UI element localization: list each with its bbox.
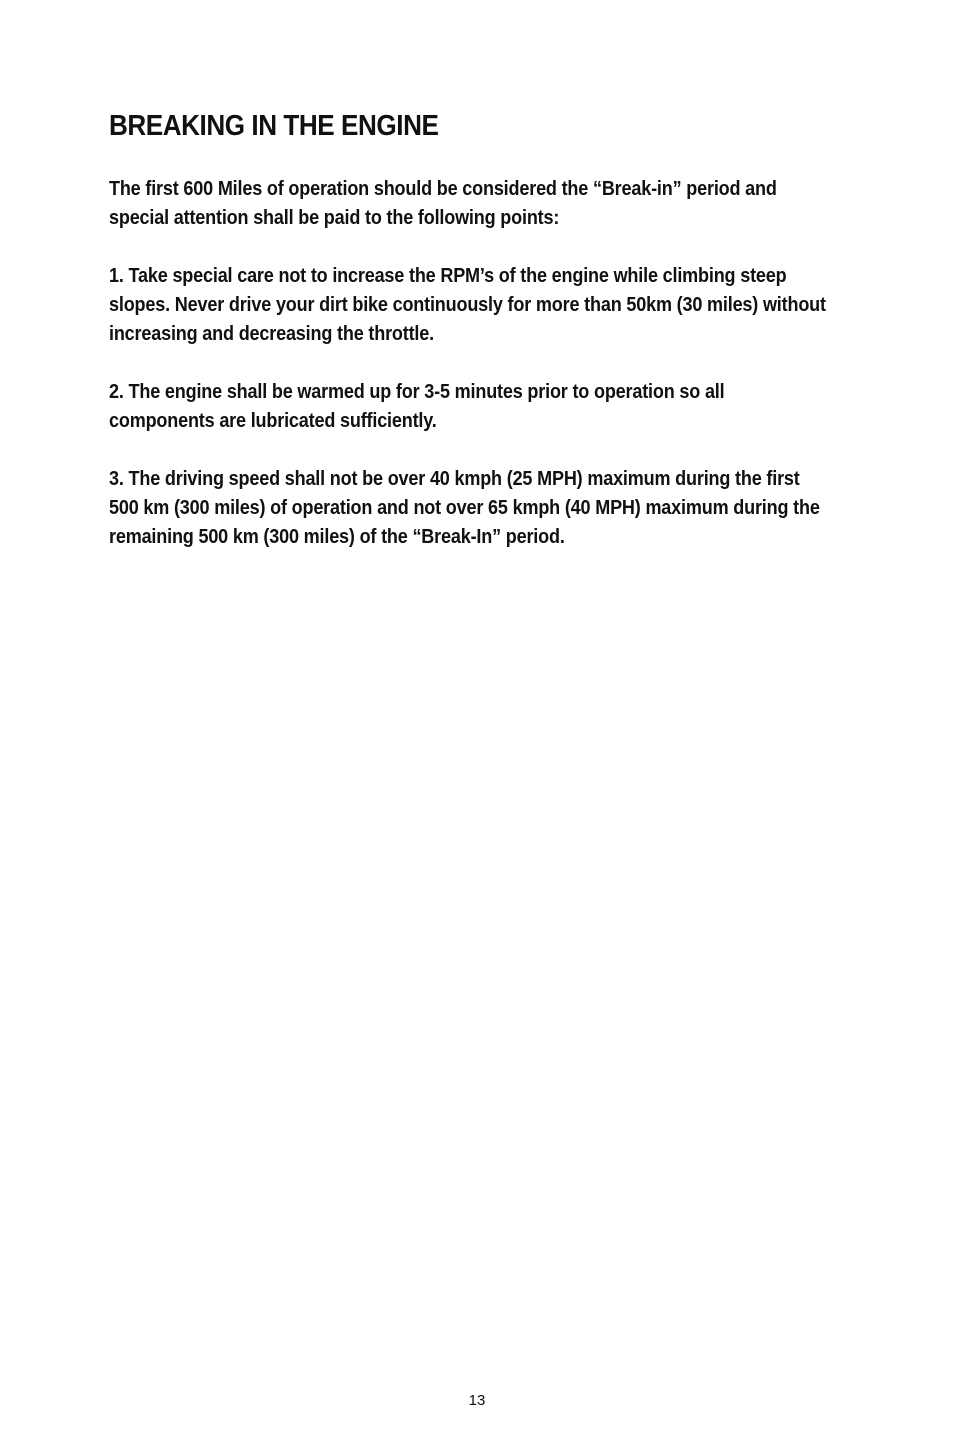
intro-paragraph: The first 600 Miles of operation should be considered the “Break-in” period and special attention shall be paid to the following points:: [109, 177, 777, 229]
point-2: 2. The engine shall be warmed up for 3-5 minutes prior to operation so all components are lubricated sufficiently.: [109, 380, 725, 432]
point-3: 3. The driving speed shall not be over 40 kmph (25 MPH) maximum during the first 500 km (300 miles) of operation and not over 65 kmph (40 MPH) maximum during the remaining 500 km (300 miles) of the “Break-In” period.: [109, 467, 820, 548]
page-content: [109, 174, 831, 580]
page-number: 13: [468, 1392, 486, 1409]
page-title: BREAKING IN THE ENGINE: [109, 110, 439, 142]
point-1: 1. Take special care not to increase the RPM’s of the engine while climbing steep slopes. Never drive your dirt bike continuously for more than 50km (30 miles) without increasing and decreasing the throttle.: [109, 264, 826, 345]
